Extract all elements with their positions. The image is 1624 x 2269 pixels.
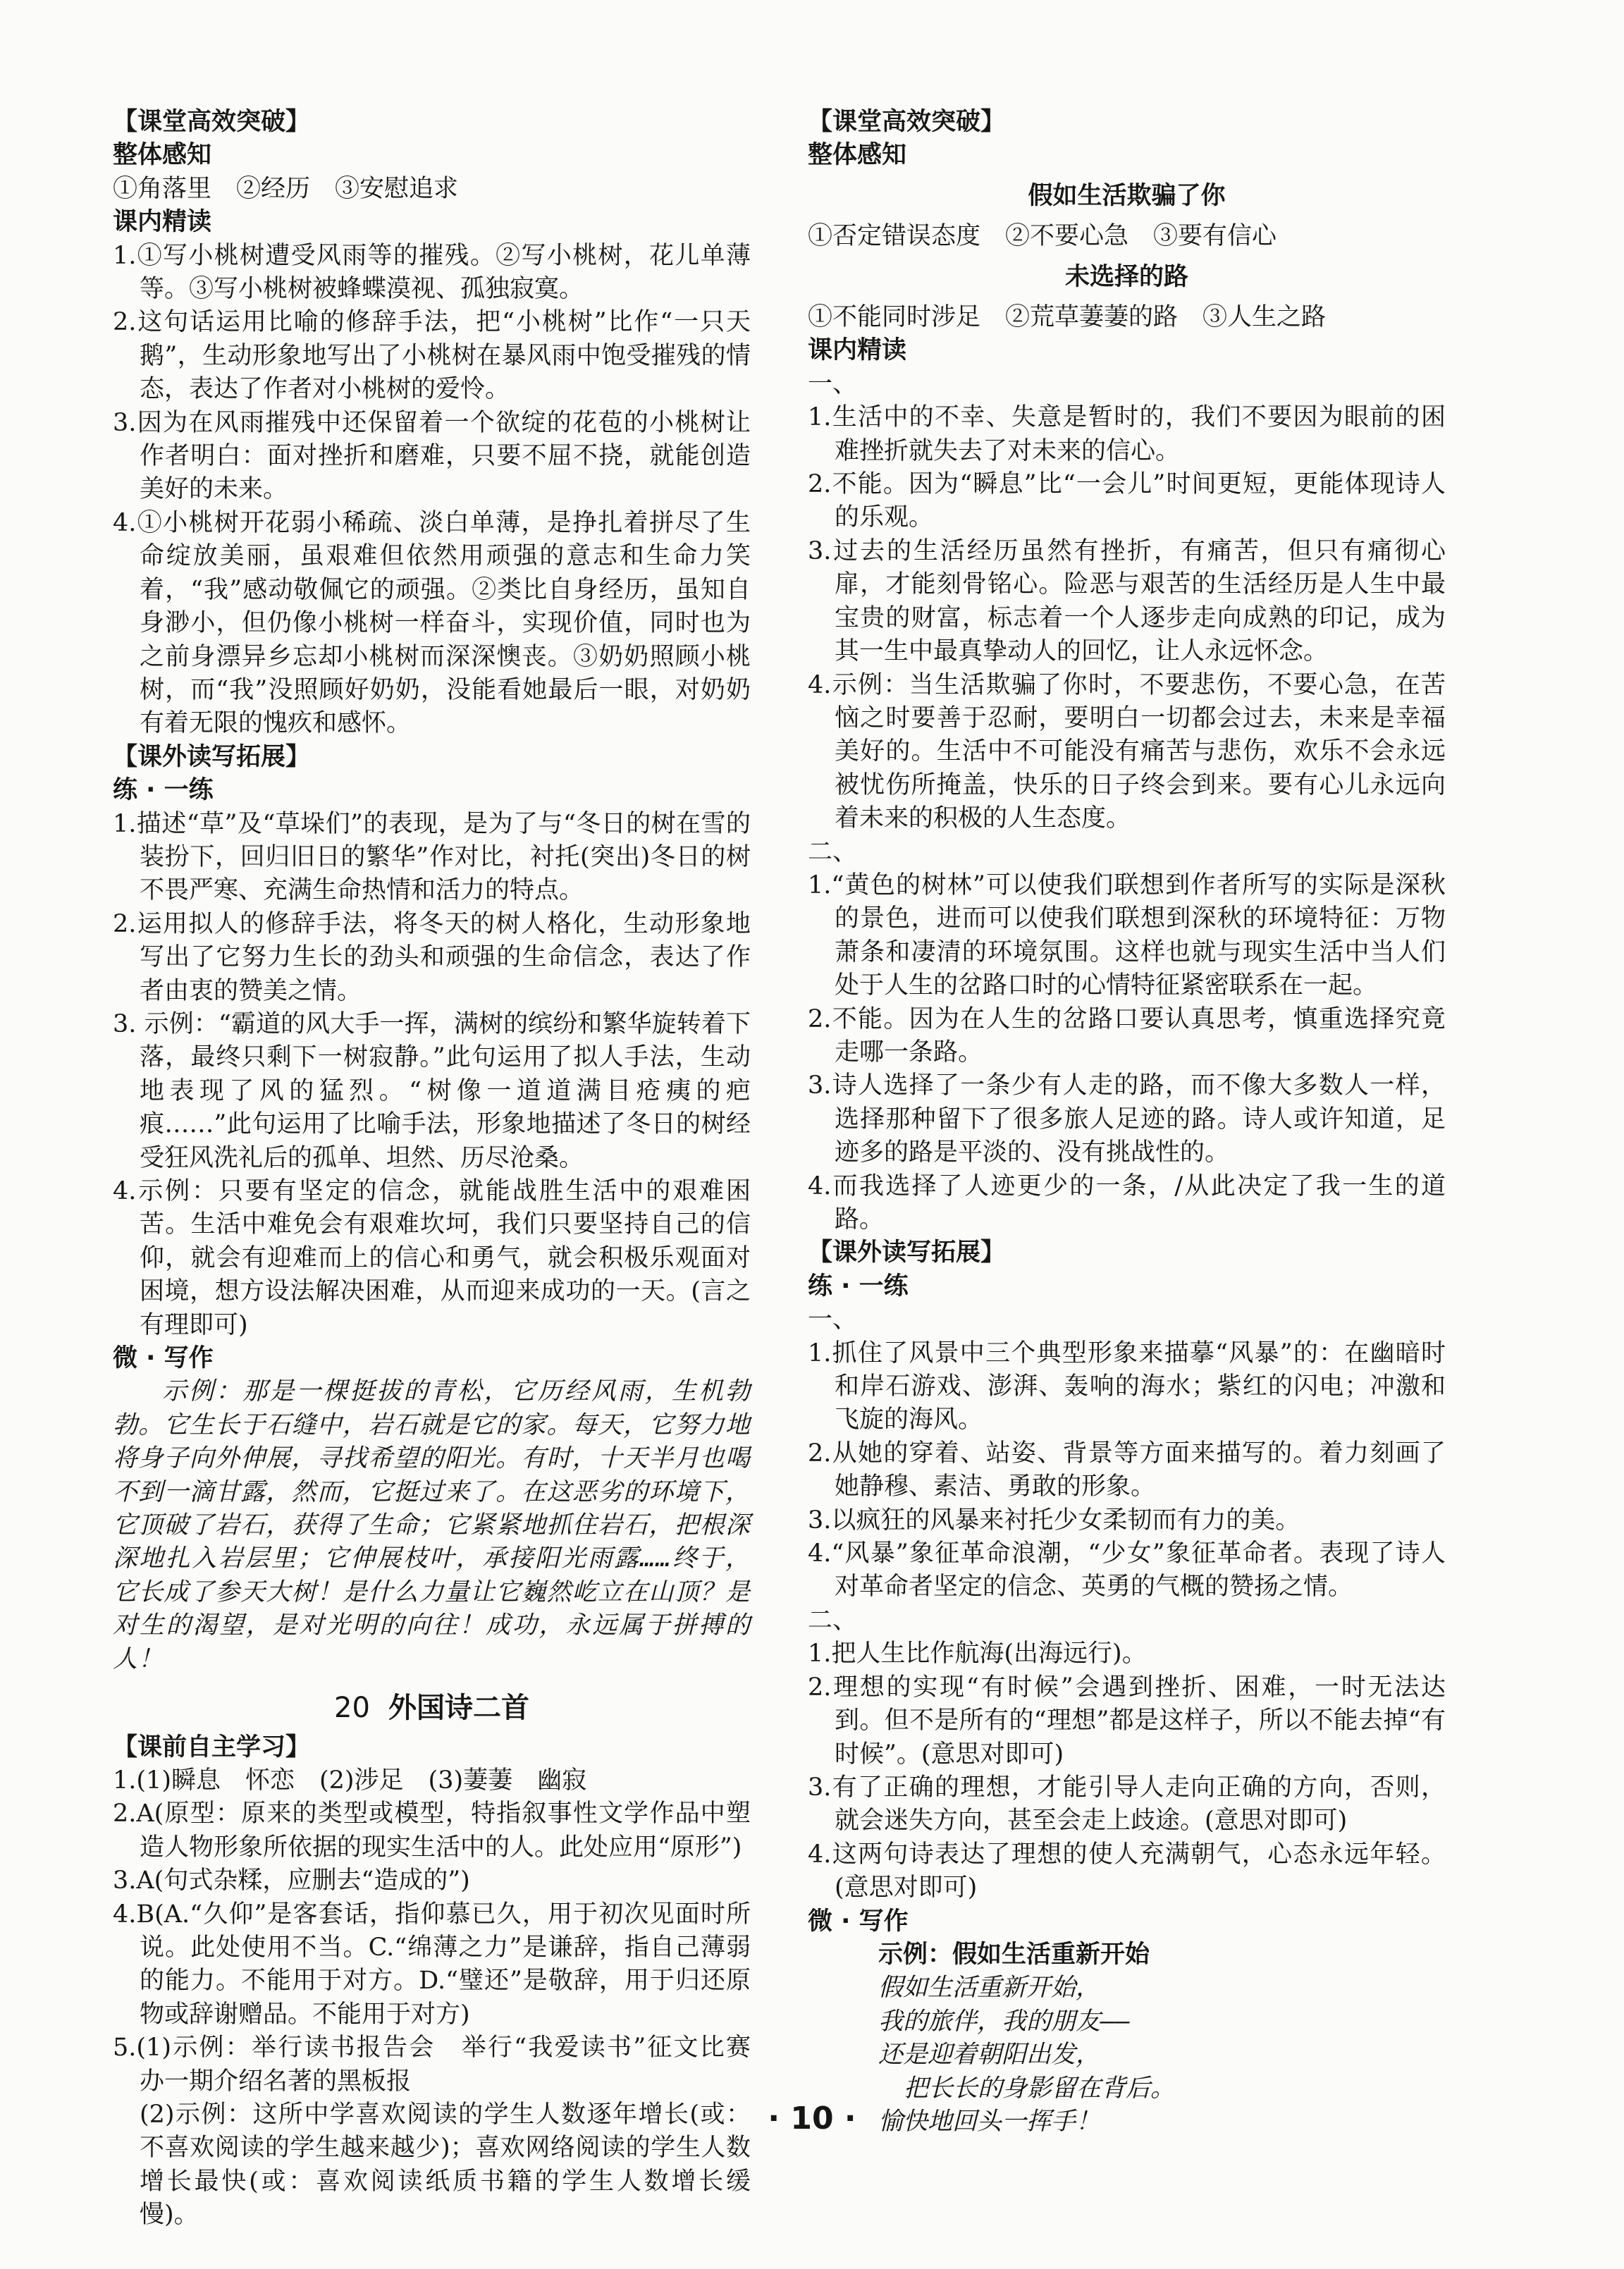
subheading: 整体感知 bbox=[808, 141, 907, 170]
poem-heading: 未选择的路 bbox=[1064, 262, 1188, 291]
subheading: 微 · 写作 bbox=[113, 1344, 214, 1373]
answer-item: 4.示例：当生活欺骗了你时，不要悲伤，不要心急，在苦恼之时要善于忍耐，要明白一切都会过去，未来是幸福美好的。生活中不可能没有痛苦与悲伤，欢乐不会永远被忧伤所掩盖，快乐的日子终会到来。要有心儿永远向着未来的积极的人生态度。 bbox=[808, 670, 1446, 833]
answer-item: 3.有了正确的理想，才能引导人走向正确的方向，否则，就会迷失方向，甚至会走上歧途。(意思对即可) bbox=[808, 1773, 1446, 1836]
answer-item: 3.因为在风雨摧残中还保留着一个欲绽的花苞的小桃树让作者明白：面对挫折和磨难，只要不屈不挠，就能创造美好的未来。 bbox=[113, 408, 751, 504]
answer-item: 2.运用拟人的修辞手法，将冬天的树人格化，生动形象地写出了它努力生长的劲头和顽强的生命信念，表达了作者由衷的赞美之情。 bbox=[113, 909, 751, 1005]
left-column bbox=[113, 106, 776, 2232]
part-marker: 一、 bbox=[808, 1305, 858, 1334]
page-number: · 10 · bbox=[768, 2101, 856, 2136]
answer-item: 2.A(原型：原来的类型或模型，特指叙事性文学作品中塑造人物形象所依据的现实生活中的人。此处应用“原形”) bbox=[113, 1800, 751, 1862]
subheading: 整体感知 bbox=[113, 141, 212, 170]
answer-item: 1.①写小桃树遭受风雨等的摧残。②写小桃树，花儿单薄等。③写小桃树被蜂蝶漠视、孤独寂寞。 bbox=[113, 241, 751, 304]
subheading: 课内精读 bbox=[113, 208, 212, 237]
section-heading: 【课外读写拓展】 bbox=[113, 742, 311, 771]
answer-item: (2)示例：这所中学喜欢阅读的学生人数逐年增长(或：不喜欢阅读的学生越来越少)；喜欢网络阅读的学生人数增长最快(或：喜欢阅读纸质书籍的学生人数增长缓慢)。 bbox=[140, 2100, 751, 2230]
subheading: 练 · 一练 bbox=[113, 776, 214, 805]
lesson-number: 20 bbox=[334, 1692, 370, 1725]
poem-line: 我的旅伴，我的朋友—— bbox=[878, 2007, 1131, 2036]
answer-item: 4.示例：只要有坚定的信念，就能战胜生活中的艰难困苦。生活中难免会有艰难坎坷，我们只要坚持自己的信仰，就会有迎难而上的信心和勇气，就会积极乐观面对困境，想方设法解决困难，从而迎来成功的一天。(言之有理即可) bbox=[113, 1177, 751, 1339]
answer-item: 3.诗人选择了一条少有人走的路，而不像大多数人一样，选择那种留下了很多旅人足迹的路。诗人或许知道，足迹多的路是平淡的、没有挑战性的。 bbox=[808, 1071, 1446, 1167]
lesson-title bbox=[113, 1692, 751, 1725]
part-marker: 一、 bbox=[808, 369, 858, 398]
answer-item: 1.生活中的不幸、失意是暂时的，我们不要因为眼前的困难挫折就失去了对未来的信心。 bbox=[808, 403, 1446, 465]
answer-item: 3.A(句式杂糅，应删去“造成的”) bbox=[113, 1867, 470, 1895]
answer-item: 1.把人生比作航海(出海远行)。 bbox=[808, 1640, 1147, 1668]
answer-item: 1.描述“草”及“草垛们”的表现，是为了与“冬日的树在雪的装扮下，回归旧日的繁华”作对比，衬托(突出)冬日的树不畏严寒、充满生命热情和活力的特点。 bbox=[113, 809, 751, 905]
answer-item: 3.以疯狂的风暴来衬托少女柔韧而有力的美。 bbox=[808, 1506, 1300, 1535]
answer-item: 1.抓住了风景中三个典型形象来描摹“风暴”的：在幽暗时和岸石游戏、澎湃、轰响的海水；紫红的闪电；冲激和飞旋的海风。 bbox=[808, 1339, 1446, 1434]
lesson-name: 外国诗二首 bbox=[388, 1692, 529, 1725]
answer-item: 2.不能。因为在人生的岔路口要认真思考，慎重选择究竟走哪一条路。 bbox=[808, 1004, 1446, 1066]
answer-item: 2.理想的实现“有时候”会遇到挫折、困难，一时无法达到。但不是所有的“理想”都是这样子，所以不能去掉“有时候”。(意思对即可) bbox=[808, 1673, 1446, 1769]
answer-item: 3. 示例：“霸道的风大手一挥，满树的缤纷和繁华旋转着下落，最终只剩下一树寂静。”此句运用了拟人手法，生动地表现了风的猛烈。“树像一道道满目疮痍的疤痕……”此句运用了比喻手法，形象地描述了冬日的树经受狂风洗礼后的孤单、坦然、历尽沧桑。 bbox=[113, 1009, 751, 1172]
answer-item: 4.这两句诗表达了理想的使人充满朝气，心态永远年轻。(意思对即可) bbox=[808, 1840, 1446, 1902]
subheading: 练 · 一练 bbox=[808, 1272, 909, 1300]
answer-line: ①不能同时涉足 ②荒草萋萋的路 ③人生之路 bbox=[808, 303, 1327, 332]
part-marker: 二、 bbox=[808, 1606, 858, 1635]
section-heading: 【课前自主学习】 bbox=[113, 1733, 311, 1761]
answer-item: 1.“黄色的树林”可以使我们联想到作者所写的实际是深秋的景色，进而可以使我们联想到深秋的环境特征：万物萧条和凄清的环境氛围。这样也就与现实生活中当人们处于人生的岔路口时的心情特征紧密联系在一起。 bbox=[808, 871, 1446, 1000]
poem-line: 把长长的身影留在背后。 bbox=[904, 2074, 1176, 2103]
answer-line: ①角落里 ②经历 ③安慰追求 bbox=[113, 174, 459, 203]
right-column bbox=[808, 106, 1446, 2139]
answer-item: 3.过去的生活经历虽然有挫折，有痛苦，但只有痛彻心扉，才能刻骨铭心。险恶与艰苦的生活经历是人生中最宝贵的财富，标志着一个人逐步走向成熟的印记，成为其一生中最真挚动人的回忆，让人永远怀念。 bbox=[808, 536, 1446, 666]
answer-item: 1.(1)瞬息 怀恋 (2)涉足 (3)萋萋 幽寂 bbox=[113, 1766, 587, 1795]
subheading: 课内精读 bbox=[808, 336, 907, 365]
poem-line: 还是迎着朝阳出发， bbox=[878, 2041, 1101, 2070]
poem-sample-title: 示例：假如生活重新开始 bbox=[878, 1940, 1150, 1969]
answer-item: 2.从她的穿着、站姿、背景等方面来描写的。着力刻画了她静穆、素洁、勇敢的形象。 bbox=[808, 1439, 1446, 1501]
answer-item: 4.B(A.“久仰”是客套话，指仰慕已久，用于初次见面时所说。此处使用不当。C.“绵薄之力”是谦辞，指自己薄弱的能力。不能用于对方。D.“璧还”是敬辞，用于归还原物或辞谢赠品。不能用于对方) bbox=[113, 1900, 751, 2029]
writing-sample: 示例：那是一棵挺拔的青松，它历经风雨，生机勃勃。它生长于石缝中，岩石就是它的家。每天，它努力地将身子向外伸展，寻找希望的阳光。有时，十天半月也喝不到一滴甘露，然而，它挺过来了。在这恶劣的环境下，它顶破了岩石，获得了生命；它紧紧地抓住岩石，把根深深地扎入岩层里；它伸展枝叶，承接阳光雨露……终于，它长成了参天大树！是什么力量让它巍然屹立在山顶？是对生的渴望，是对光明的向往！成功，永远属于拼搏的人！ bbox=[113, 1377, 751, 1673]
answer-item: 2.这句话运用比喻的修辞手法，把“小桃树”比作“一只天鹅”，生动形象地写出了小桃树在暴风雨中饱受摧残的情态，表达了作者对小桃树的爱怜。 bbox=[113, 308, 751, 404]
subheading: 微 · 写作 bbox=[808, 1907, 909, 1936]
answer-item: 5.(1)示例：举行读书报告会 举行“我爱读书”征文比赛 办一期介绍名著的黑板报 bbox=[113, 2034, 776, 2096]
answer-line: ①否定错误态度 ②不要心急 ③要有信心 bbox=[808, 222, 1277, 251]
answer-item: 4.①小桃树开花弱小稀疏、淡白单薄，是挣扎着拼尽了生命绽放美丽，虽艰难但依然用顽强的意志和生命力笑着，“我”感动敬佩它的顽强。②类比自身经历，虽知自身渺小，但仍像小桃树一样奋斗，实现价值，同时也为之前身漂异乡忘却小桃树而深深懊丧。③奶奶照顾小桃树，而“我”没照顾好奶奶，没能看她最后一眼，对奶奶有着无限的愧疚和感怀。 bbox=[113, 508, 751, 738]
answer-item: 4.而我选择了人迹更少的一条，/从此决定了我一生的道路。 bbox=[808, 1172, 1446, 1234]
poem-line: 愉快地回头一挥手！ bbox=[878, 2107, 1101, 2136]
section-heading: 【课堂高效突破】 bbox=[113, 108, 311, 136]
section-heading: 【课外读写拓展】 bbox=[808, 1238, 1006, 1267]
part-marker: 二、 bbox=[808, 837, 858, 866]
poem-heading: 假如生活欺骗了你 bbox=[1028, 181, 1226, 210]
section-heading: 【课堂高效突破】 bbox=[808, 108, 1006, 136]
answer-item: 4.“风暴”象征革命浪潮，“少女”象征革命者。表现了诗人对革命者坚定的信念、英勇的气概的赞扬之情。 bbox=[808, 1539, 1446, 1601]
poem-line: 假如生活重新开始， bbox=[878, 1974, 1101, 2003]
answer-item: 2.不能。因为“瞬息”比“一会儿”时间更短，更能体现诗人的乐观。 bbox=[808, 470, 1446, 532]
